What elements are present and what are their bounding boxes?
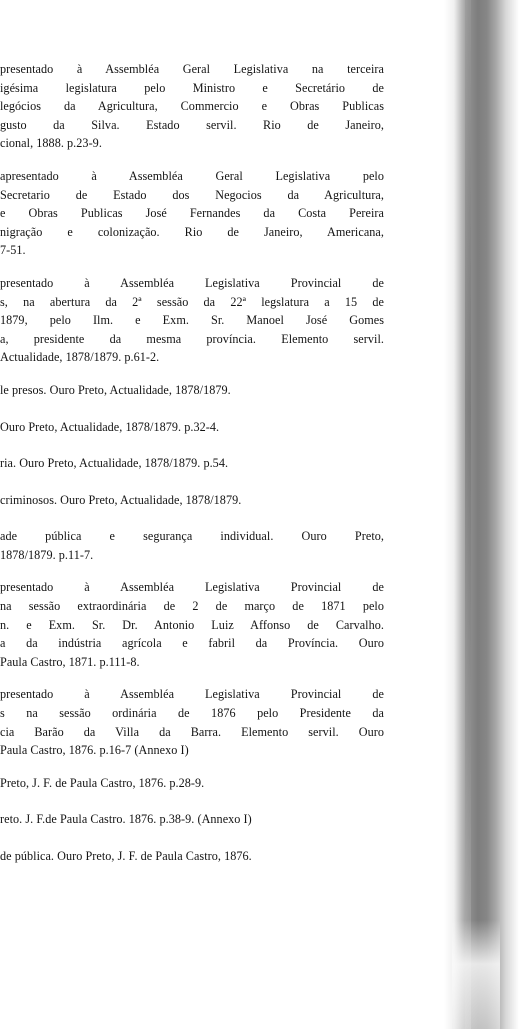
entry-line: ade pública e segurança individual. Ouro Preto, <box>0 529 384 544</box>
bibliography-list <box>0 60 384 884</box>
entry-line: cional, 1888. p.23-9. <box>0 136 102 151</box>
bibliography-entry <box>0 60 384 153</box>
entry-line: 7-51. <box>0 243 26 258</box>
entry-line: Paula Castro, 1876. p.16-7 (Annexo I) <box>0 743 189 758</box>
entry-line: ria. Ouro Preto, Actualidade, 1878/1879. p.54. <box>0 456 229 471</box>
bibliography-entry <box>0 454 384 473</box>
book-spine-shadow <box>444 0 519 1029</box>
entry-line: reto. J. F.de Paula Castro. 1876. p.38-9. (Annexo I) <box>0 812 252 827</box>
gutter-streak <box>465 0 471 1029</box>
entry-line: a da indústria agrícola e fabril da Província. Ouro <box>0 636 384 651</box>
bibliography-entry <box>0 167 384 260</box>
entry-line: na sessão extraordinária de 2 de março de 1871 pelo <box>0 599 384 614</box>
entry-line: le presos. Ouro Preto, Actualidade, 1878/1879. <box>0 382 231 397</box>
bibliography-entry <box>0 578 384 671</box>
entry-line: nigração e colonização. Rio de Janeiro, Americana, <box>0 224 384 239</box>
bibliography-entry <box>0 810 384 829</box>
entry-line: criminosos. Ouro Preto, Actualidade, 1878/1879. <box>0 492 242 507</box>
entry-line: de pública. Ouro Preto, J. F. de Paula Castro, 1876. <box>0 849 252 863</box>
bibliography-entry <box>0 274 384 367</box>
gutter-fade <box>452 920 500 1029</box>
entry-line: Preto, J. F. de Paula Castro, 1876. p.28-9. <box>0 775 205 790</box>
entry-line: presentado à Assembléa Geral Legislativa na terceira <box>0 62 384 76</box>
entry-line: Ouro Preto, Actualidade, 1878/1879. p.32-4. <box>0 419 220 434</box>
bibliography-entry <box>0 418 384 437</box>
entry-line: Actualidade, 1878/1879. p.61-2. <box>0 350 160 365</box>
entry-line: apresentado à Assembléa Geral Legislativa pelo <box>0 168 384 183</box>
bibliography-entry <box>0 381 384 400</box>
entry-line: gusto da Silva. Estado servil. Rio de Janeiro, <box>0 117 384 132</box>
entry-line: cia Barão da Villa da Barra. Elemento servil. Ouro <box>0 724 384 739</box>
entry-line: presentado à Assembléa Legislativa Provincial de <box>0 687 384 702</box>
entry-line: s na sessão ordinária de 1876 pelo Presidente da <box>0 706 384 721</box>
bibliography-entry <box>0 774 384 793</box>
bibliography-entry <box>0 491 384 510</box>
entry-line: presentado à Assembléa Legislativa Provincial de <box>0 580 384 595</box>
entry-line: igésima legislatura pelo Ministro e Secretário de <box>0 80 384 95</box>
entry-line: 1879, pelo Ilm. e Exm. Sr. Manoel José Gomes <box>0 313 384 328</box>
bibliography-entry <box>0 527 384 564</box>
gutter-shade <box>444 0 519 1029</box>
entry-line: n. e Exm. Sr. Dr. Antonio Luiz Affonso de Carvalho. <box>0 617 384 632</box>
entry-line: s, na abertura da 2ª sessão da 22ª legslatura a 15 de <box>0 294 384 309</box>
entry-line: a, presidente da mesma província. Elemento servil. <box>0 331 384 346</box>
entry-line: presentado à Assembléa Legislativa Provincial de <box>0 275 384 290</box>
entry-line: e Obras Publicas José Fernandes da Costa Pereira <box>0 206 384 221</box>
bibliography-entry <box>0 847 384 866</box>
entry-line: Secretario de Estado dos Negocios da Agricultura, <box>0 187 384 202</box>
entry-line: legócios da Agricultura, Commercio e Obras Publicas <box>0 99 384 114</box>
entry-line: 1878/1879. p.11-7. <box>0 547 94 562</box>
bibliography-entry <box>0 685 384 759</box>
entry-line: Paula Castro, 1871. p.111-8. <box>0 654 140 669</box>
